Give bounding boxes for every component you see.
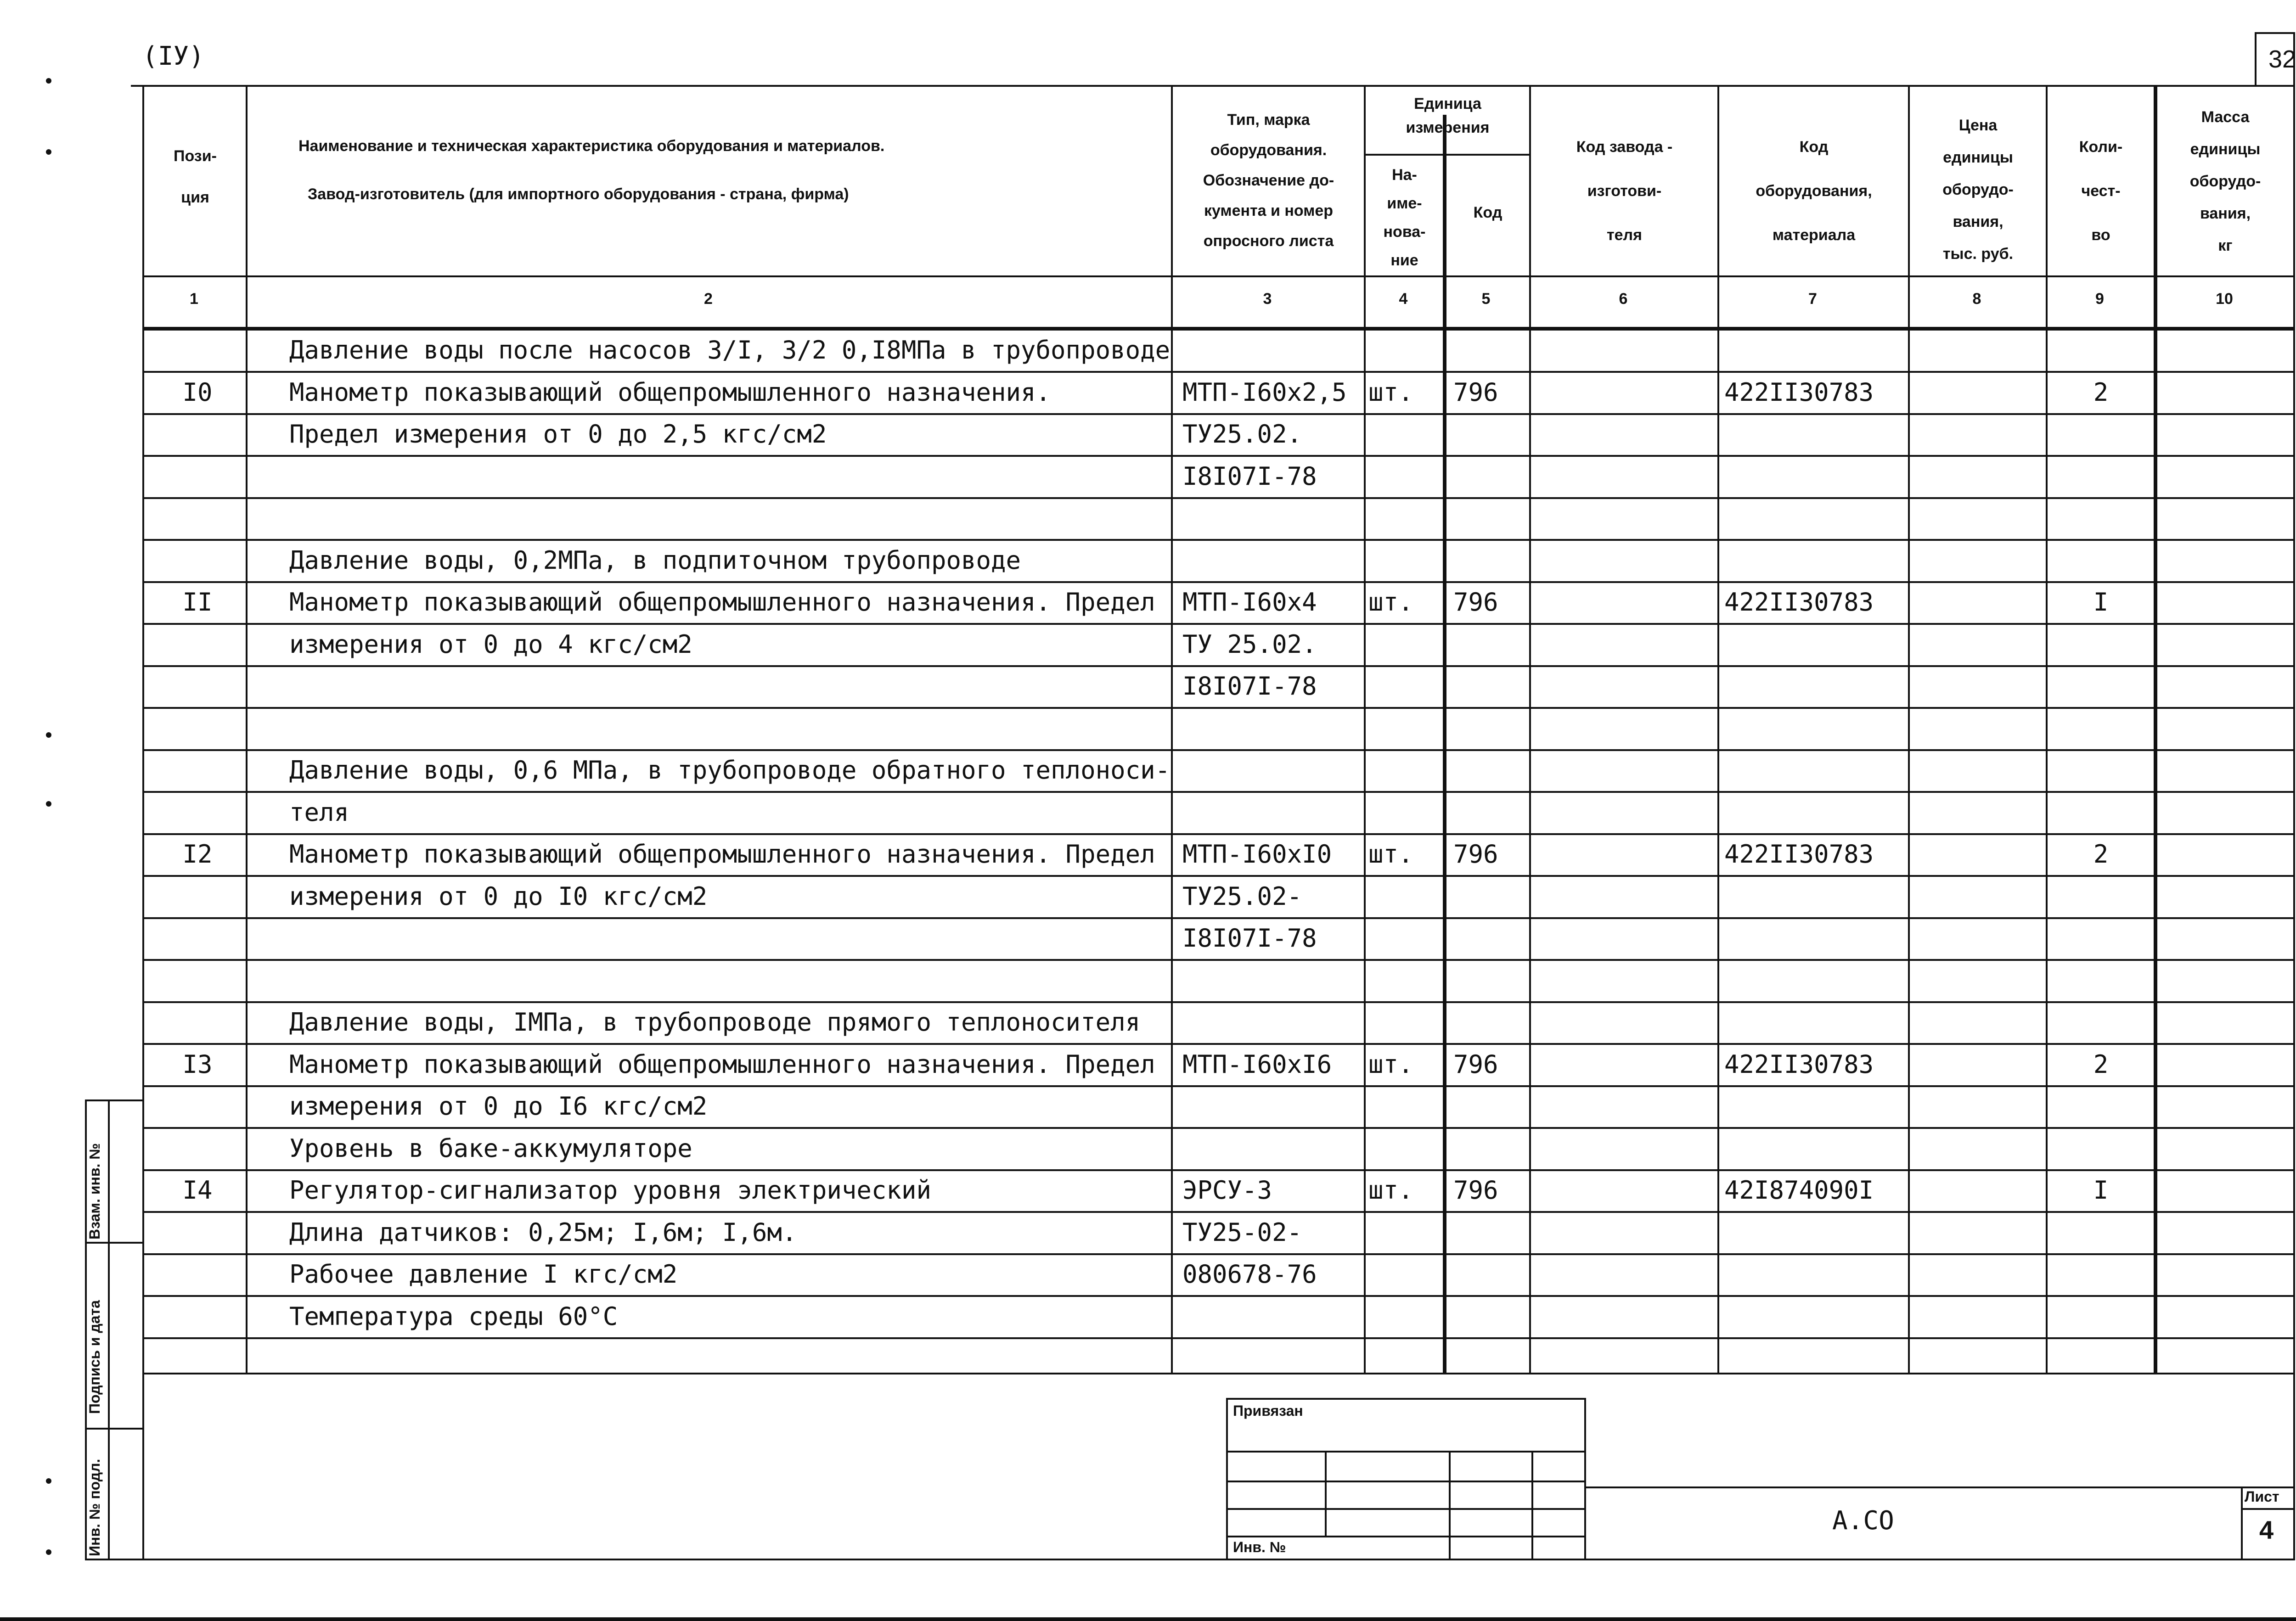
unit-cell: шт. xyxy=(1368,588,1413,617)
material-code-cell: 422II30783 xyxy=(1724,378,1874,407)
page-number-box xyxy=(2255,32,2295,34)
type-cell: МТП-I60хI0 xyxy=(1182,840,1332,869)
position-cell: I0 xyxy=(182,378,213,407)
sheet-label: Лист xyxy=(2245,1488,2279,1505)
unit-code-cell: 796 xyxy=(1453,1176,1498,1205)
sheet-number: 4 xyxy=(2259,1515,2274,1544)
quantity-cell: I xyxy=(2093,588,2109,617)
side-stamp-replace-inv: Взам. инв. № xyxy=(86,1143,103,1240)
material-code-cell: 422II30783 xyxy=(1724,1050,1874,1079)
position-cell: I2 xyxy=(182,840,213,869)
row-separator xyxy=(142,497,2295,499)
name-cell: Предел измерения от 0 до 2,5 кгс/см2 xyxy=(289,420,827,449)
column-number: 9 xyxy=(2095,290,2104,308)
name-cell: измерения от 0 до I6 кгс/см2 xyxy=(289,1092,708,1121)
bound-label: Привязан xyxy=(1233,1402,1303,1419)
header-name-line2: Завод-изготовитель (для импортного оборудования - страна, фирма) xyxy=(308,185,849,203)
name-cell: Температура среды 60°С xyxy=(289,1302,618,1331)
type-cell: МТП-I60х4 xyxy=(1182,588,1317,617)
header-position: Пози- ция xyxy=(174,147,217,206)
column-number: 6 xyxy=(1619,290,1628,308)
page-number: 32 xyxy=(2268,45,2296,73)
frame-bottom xyxy=(85,1559,2295,1560)
name-cell: Манометр показывающий общепромышленного назначения. Предел xyxy=(289,840,1155,869)
side-stamp-original-inv: Инв. № подл. xyxy=(86,1458,103,1556)
col-line xyxy=(1908,85,1910,1373)
name-cell: Давление воды, IМПа, в трубопроводе прямого теплоносителя xyxy=(289,1008,1141,1037)
type-cell: I8I07I-78 xyxy=(1182,672,1317,701)
sheet-baseline xyxy=(0,1617,2296,1621)
frame-top xyxy=(131,85,2295,87)
unit-cell: шт. xyxy=(1368,840,1413,869)
header-name-line1: Наименование и техническая характеристика оборудования и материалов. xyxy=(298,137,885,155)
margin-dot xyxy=(46,801,51,807)
col-line xyxy=(1364,85,1366,1373)
type-cell: ТУ25.02. xyxy=(1182,420,1302,449)
name-cell: Длина датчиков: 0,25м; I,6м; I,6м. xyxy=(289,1218,797,1247)
column-number: 5 xyxy=(1481,290,1491,308)
unit-code-cell: 796 xyxy=(1453,1050,1498,1079)
inv-label: Инв. № xyxy=(1233,1539,1286,1555)
type-cell: ЭРСУ-3 xyxy=(1182,1176,1272,1205)
margin-dot xyxy=(46,1549,51,1555)
unit-code-cell: 796 xyxy=(1453,840,1498,869)
corner-label: (IУ) xyxy=(142,41,204,71)
column-number: 8 xyxy=(1972,290,1981,308)
type-cell: 080678-76 xyxy=(1182,1260,1317,1289)
name-cell: Давление воды, 0,6 МПа, в трубопроводе обратного теплоноси- xyxy=(289,756,1171,785)
col-line xyxy=(2154,85,2157,1373)
frame-right xyxy=(2293,32,2295,1560)
unit-cell: шт. xyxy=(1368,1176,1413,1205)
name-cell: Манометр показывающий общепромышленного назначения. Предел xyxy=(289,1050,1155,1079)
quantity-cell: 2 xyxy=(2093,378,2109,407)
margin-dot xyxy=(46,78,51,84)
position-cell: I3 xyxy=(182,1050,213,1079)
unit-code-cell: 796 xyxy=(1453,378,1498,407)
unit-cell: шт. xyxy=(1368,1050,1413,1079)
header-unit-name: На- име- нова- ние xyxy=(1383,166,1426,269)
quantity-cell: I xyxy=(2093,1176,2109,1205)
name-cell: Регулятор-сигнализатор уровня электрический xyxy=(289,1176,931,1205)
col-line xyxy=(1717,85,1719,1373)
type-cell: I8I07I-78 xyxy=(1182,924,1317,953)
header-mass: Масса единицы оборудо- вания, кг xyxy=(2189,108,2261,254)
margin-dot xyxy=(46,732,51,738)
type-cell: ТУ 25.02. xyxy=(1182,630,1317,659)
col-line xyxy=(1529,85,1531,1373)
header-unit-code: Код xyxy=(1473,204,1503,221)
name-cell: Уровень в баке-аккумуляторе xyxy=(289,1134,692,1163)
header-unit-group: Единица измерения xyxy=(1406,95,1490,136)
col-line xyxy=(246,85,248,1373)
header-type: Тип, марка оборудования. Обозначение до- кумента и номер опросного листа xyxy=(1203,111,1334,250)
unit-code-cell: 796 xyxy=(1453,588,1498,617)
material-code-cell: 422II30783 xyxy=(1724,840,1874,869)
document-code: А.СО xyxy=(1832,1506,1894,1536)
type-cell: МТП-I60хI6 xyxy=(1182,1050,1332,1079)
material-code-cell: 42I874090I xyxy=(1724,1176,1874,1205)
header-quantity: Коли- чест- во xyxy=(2079,138,2123,244)
quantity-cell: 2 xyxy=(2093,1050,2109,1079)
name-cell: измерения от 0 до 4 кгс/см2 xyxy=(289,630,692,659)
row-separator xyxy=(142,707,2295,709)
position-cell: I4 xyxy=(182,1176,213,1205)
quantity-cell: 2 xyxy=(2093,840,2109,869)
name-cell: Манометр показывающий общепромышленного назначения. Предел xyxy=(289,588,1155,617)
margin-dot xyxy=(46,1478,51,1484)
side-stamp-signature-date: Подпись и дата xyxy=(86,1300,103,1414)
name-cell: измерения от 0 до I0 кгс/см2 xyxy=(289,882,708,911)
material-code-cell: 422II30783 xyxy=(1724,588,1874,617)
col-line xyxy=(2046,85,2048,1373)
name-cell: Манометр показывающий общепромышленного назначения. xyxy=(289,378,1051,407)
column-number: 1 xyxy=(190,290,198,308)
position-cell: II xyxy=(182,588,213,617)
header-maker-code: Код завода - изготови- теля xyxy=(1576,138,1673,244)
column-number: 3 xyxy=(1263,290,1272,308)
column-number: 4 xyxy=(1399,290,1408,308)
row-separator xyxy=(142,959,2295,961)
name-cell: Давление воды, 0,2МПа, в подпиточном трубопроводе xyxy=(289,546,1021,575)
name-cell: Рабочее давление I кгс/см2 xyxy=(289,1260,678,1289)
unit-cell: шт. xyxy=(1368,378,1413,407)
margin-dot xyxy=(46,149,51,155)
header-price: Цена единицы оборудо- вания, тыс. руб. xyxy=(1942,117,2014,263)
type-cell: ТУ25-02- xyxy=(1182,1218,1302,1247)
type-cell: I8I07I-78 xyxy=(1182,462,1317,491)
name-cell: теля xyxy=(289,798,349,827)
type-cell: МТП-I60х2,5 xyxy=(1182,378,1347,407)
type-cell: ТУ25.02- xyxy=(1182,882,1302,911)
row-separator xyxy=(142,1337,2295,1339)
name-cell: Давление воды после насосов 3/I, 3/2 0,I8МПа в трубопроводе xyxy=(289,336,1171,365)
column-number: 10 xyxy=(2216,290,2233,308)
column-number: 7 xyxy=(1808,290,1817,308)
column-number: 2 xyxy=(704,290,713,308)
col-line xyxy=(1171,85,1173,1373)
header-equipment-code: Код оборудования, материала xyxy=(1756,138,1872,244)
